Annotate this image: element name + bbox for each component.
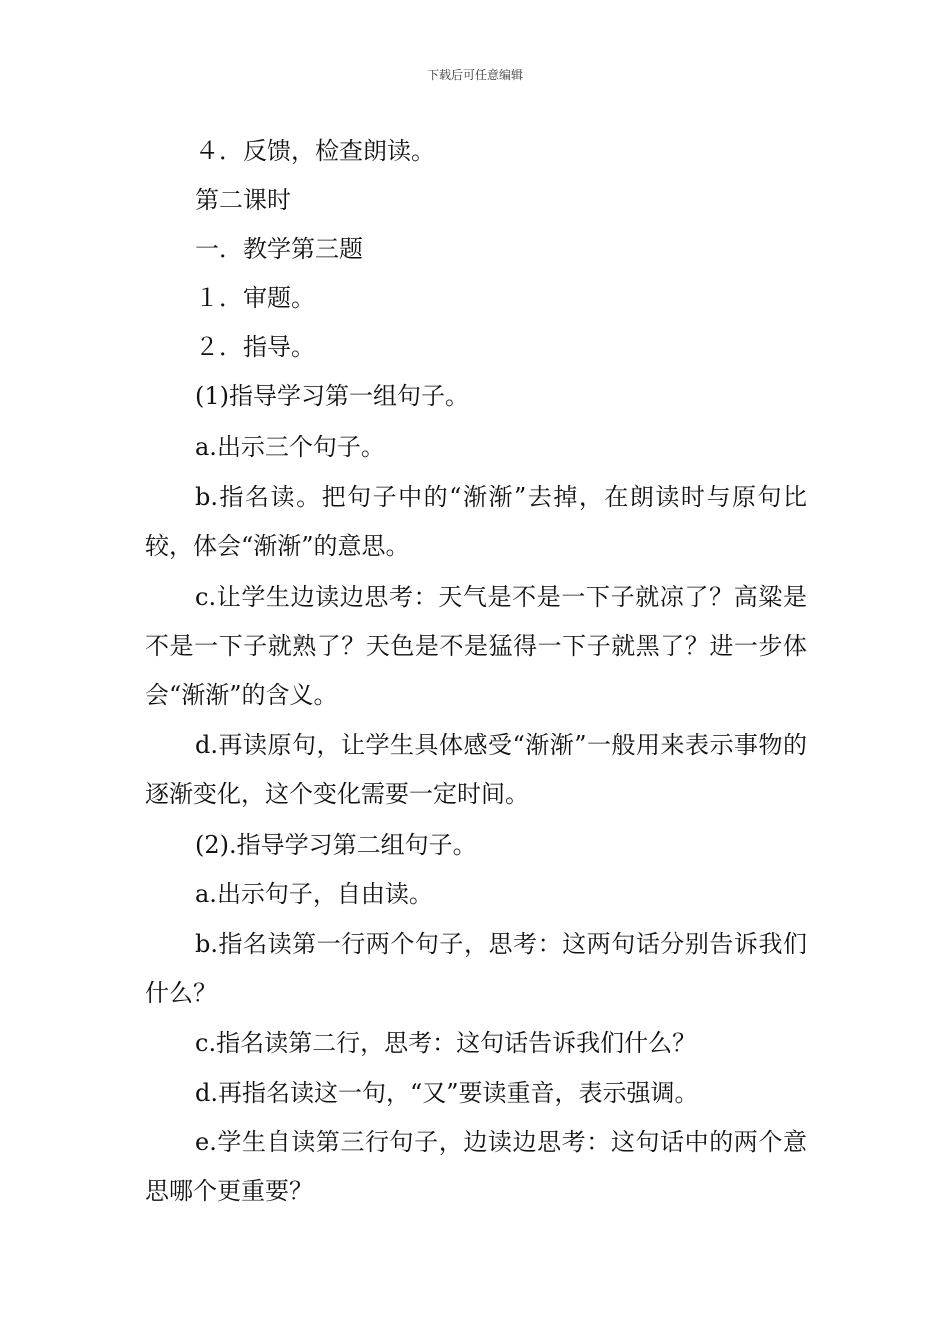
paragraph-item-a1: a.出示三个句子。 bbox=[195, 433, 385, 461]
paragraph-step-2: ２．指导。 bbox=[195, 333, 315, 361]
paragraph-lesson-two: 第二课时 bbox=[195, 186, 291, 214]
paragraph-item-d1: d.再读原句，让学生具体感受“渐渐”一般用来表示事物的逐渐变化，这个变化需要一定时间。 bbox=[145, 731, 807, 808]
paragraph-item-e2: e.学生自读第三行句子，边读边思考：这句话中的两个意思哪个更重要？ bbox=[145, 1128, 807, 1205]
paragraph-item-d2: d.再指名读这一句，“又”要读重音，表示强调。 bbox=[195, 1079, 699, 1107]
paragraph-item-c2: c.指名读第二行，思考：这句话告诉我们什么？ bbox=[195, 1029, 697, 1057]
paragraph-group-2: (2).指导学习第二组句子。 bbox=[195, 831, 477, 859]
paragraph-step-1: １．审题。 bbox=[195, 284, 315, 312]
paragraph-group-1: (1)指导学习第一组句子。 bbox=[195, 382, 469, 410]
paragraph-item-a2: a.出示句子，自由读。 bbox=[195, 880, 433, 908]
paragraph-section-one: 一．教学第三题 bbox=[195, 235, 363, 263]
paragraph-item-b1: b.指名读。把句子中的“渐渐”去掉，在朗读时与原句比较，体会“渐渐”的意思。 bbox=[145, 483, 807, 560]
paragraph-feedback: ４．反馈，检查朗读。 bbox=[195, 137, 435, 165]
paragraph-item-c1: c.让学生边读边思考：天气是不是一下子就凉了？高粱是不是一下子就熟了？天色是不是猛得一下子就黑了？进一步体会“渐渐”的含义。 bbox=[145, 583, 807, 709]
page-header: 下载后可任意编辑 bbox=[426, 68, 523, 82]
paragraph-item-b2: b.指名读第一行两个句子，思考：这两句话分别告诉我们什么？ bbox=[145, 930, 807, 1007]
